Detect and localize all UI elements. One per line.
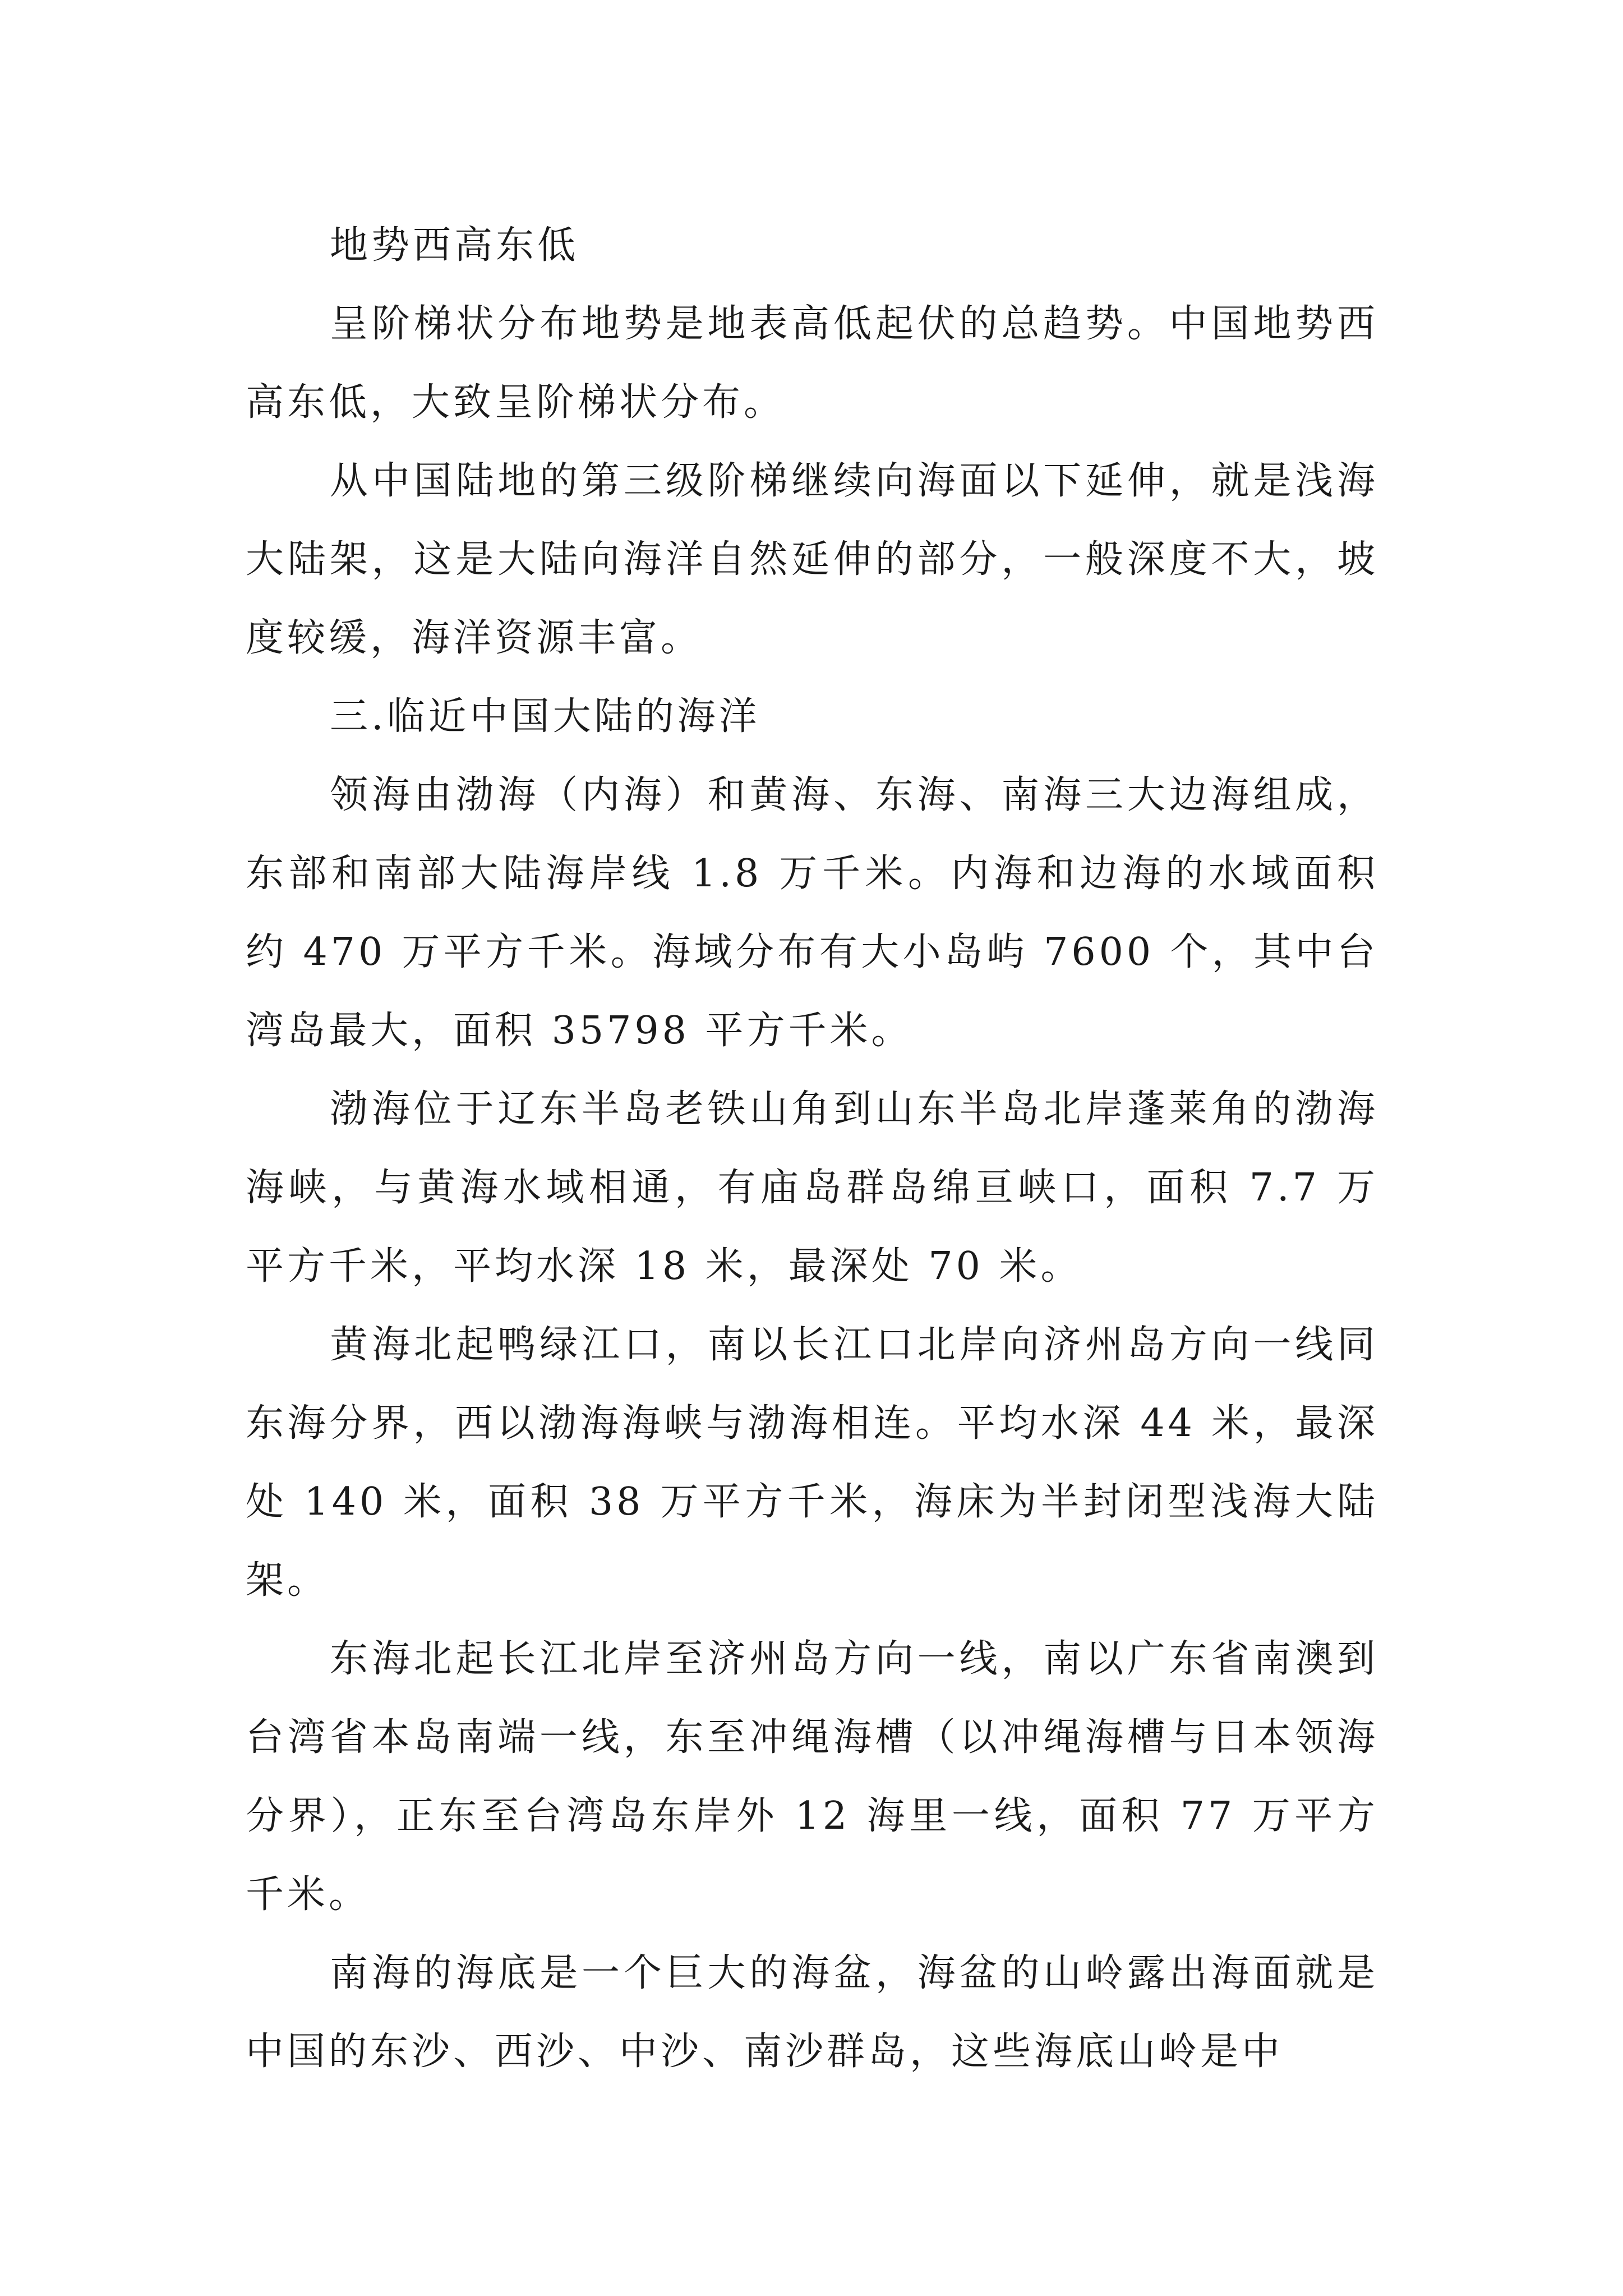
paragraph-south-china-sea: 南海的海底是一个巨大的海盆，海盆的山岭露出海面就是中国的东沙、西沙、中沙、南沙群岛，这些海底山岭是中 [246, 1951, 1378, 2074]
paragraph-yellow-sea: 黄海北起鸭绿江口，南以长江口北岸向济州岛方向一线同东海分界，西以渤海海峡与渤海相连。平均水深 44 米，最深处 140 米，面积 38 万平方千米，海床为半封闭型浅海大陆架。 [246, 1323, 1378, 1603]
paragraph-continental-shelf: 从中国陆地的第三级阶梯继续向海面以下延伸，就是浅海大陆架，这是大陆向海洋自然延伸的部分，一般深度不大，坡度较缓，海洋资源丰富。 [246, 459, 1378, 660]
paragraph-territorial-sea: 领海由渤海（内海）和黄海、东海、南海三大边海组成，东部和南部大陆海岸线 1.8 万千米。内海和边海的水域面积约 470 万平方千米。海域分布有大小岛屿 7600 个，其中台湾岛最大，面积 35798 平方千米。 [246, 773, 1378, 1053]
paragraph-terrain-steps: 呈阶梯状分布地势是地表高低起伏的总趋势。中国地势西高东低，大致呈阶梯状分布。 [246, 302, 1378, 425]
paragraph-bohai-sea: 渤海位于辽东半岛老铁山角到山东半岛北岸蓬莱角的渤海海峡，与黄海水域相通，有庙岛群岛绵亘峡口，面积 7.7 万平方千米，平均水深 18 米，最深处 70 米。 [246, 1087, 1378, 1289]
section-heading-seas: 三.临近中国大陆的海洋 [330, 694, 760, 739]
paragraph-east-china-sea: 东海北起长江北岸至济州岛方向一线，南以广东省南澳到台湾省本岛南端一线，东至冲绳海槽（以冲绳海槽与日本领海分界），正东至台湾岛东岸外 12 海里一线，面积 77 万平方千米。 [246, 1637, 1378, 1917]
document-body [246, 206, 1378, 2091]
heading-terrain: 地势西高东低 [330, 223, 579, 268]
